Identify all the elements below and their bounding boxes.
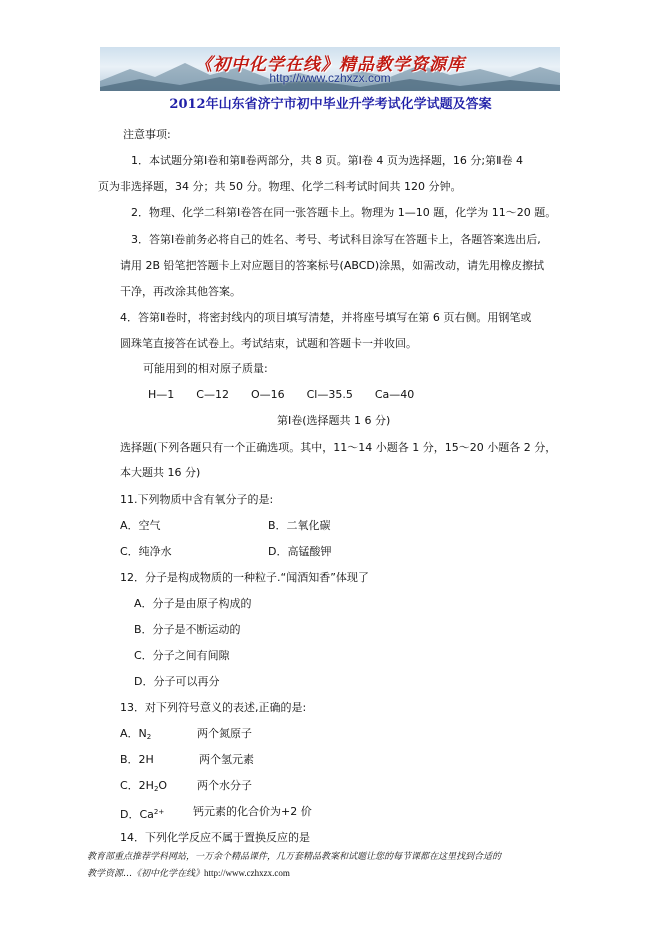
question-12-stem: 12．分子是构成物质的一种粒子.“闻酒知香”体现了 — [120, 571, 369, 584]
note-2: 2．物理、化学二科第Ⅰ卷答在同一张答题卡上。物理为 1—10 题，化学为 11～20 题。 — [131, 206, 557, 219]
question-11-option-a: A．空气 — [120, 519, 161, 532]
document-title: 2012年山东省济宁市初中毕业升学考试化学试题及答案 — [169, 97, 492, 112]
footer-line-1: 教育部重点推荐学科网站，一万余个精品课件，几万套精品教案和试题让您的每节课都在这里找到合适的 — [87, 852, 502, 862]
question-11-stem: 11.下列物质中含有氧分子的是: — [120, 493, 274, 506]
question-13-option-d-desc: 钙元素的化合价为+2 价 — [193, 805, 312, 818]
note-4-line-2: 圆珠笔直接答在试卷上。考试结束，试题和答题卡一并收回。 — [120, 337, 417, 350]
banner-url[interactable]: http://www.czhxzx.com — [269, 71, 391, 85]
option-c-subscript: 2 — [153, 785, 159, 793]
note-3-line-2: 请用 2B 铅笔把答题卡上对应题目的答案标号(ABCD)涂黑，如需改动，请先用橡皮擦拭 — [120, 259, 545, 272]
option-c-after: O — [158, 779, 168, 792]
question-12-option-a: A．分子是由原子构成的 — [134, 597, 252, 610]
note-1-line-1: 1．本试题分第Ⅰ卷和第Ⅱ卷两部分，共 8 页。第Ⅰ卷 4 页为选择题，16 分;第Ⅱ卷 4 — [131, 154, 523, 167]
header-banner — [100, 47, 560, 91]
option-c-label: C．2H — [120, 779, 154, 792]
note-4-line-1: 4．答第Ⅱ卷时，将密封线内的项目填写清楚，并将座号填写在第 6 页右侧。用钢笔或 — [120, 311, 532, 324]
section-title: 第Ⅰ卷(选择题共 1 6 分) — [277, 414, 391, 427]
question-11-option-c: C．纯净水 — [120, 545, 172, 558]
footer-line-2 — [87, 865, 577, 882]
question-12-option-c: C．分子之间有间隙 — [134, 649, 230, 662]
question-12-option-d: D．分子可以再分 — [134, 675, 220, 688]
question-13-option-a-symbol — [120, 727, 151, 744]
question-13-option-b-desc: 两个氢元素 — [199, 753, 254, 766]
banner-title: 《初中化学在线》精品教学资源库 — [195, 55, 465, 75]
section-instructions-line-2: 本大题共 16 分) — [120, 466, 201, 479]
option-d-superscript: 2+ — [153, 808, 165, 816]
page-footer — [87, 849, 577, 882]
option-d-label: D．Ca — [120, 808, 154, 821]
note-1-line-2: 页为非选择题，34 分；共 50 分。物理、化学二科考试时间共 120 分钟。 — [98, 180, 462, 193]
question-13-option-c-symbol — [120, 779, 167, 796]
question-11-option-d: D．高锰酸钾 — [268, 545, 332, 558]
question-13-option-c-desc: 两个水分子 — [197, 779, 252, 792]
footer-url[interactable]: http://www.czhxzx.com — [204, 868, 290, 878]
question-12-option-b: B．分子是不断运动的 — [134, 623, 241, 636]
question-14-stem: 14．下列化学反应不属于置换反应的是 — [120, 831, 310, 844]
notes-heading: 注意事项: — [123, 128, 171, 141]
option-a-label: A．N — [120, 727, 147, 740]
question-13-option-d-symbol — [120, 805, 164, 822]
question-13-option-b-symbol: B．2H — [120, 753, 154, 766]
question-13-option-a-desc: 两个氮原子 — [197, 727, 252, 740]
note-3-line-3: 干净，再改涂其他答案。 — [120, 285, 241, 298]
option-a-subscript: 2 — [146, 733, 152, 741]
atomic-mass-heading: 可能用到的相对原子质量: — [143, 362, 268, 375]
section-instructions-line-1: 选择题(下列各题只有一个正确选项。其中，11～14 小题各 1 分，15～20 小题各 2 分， — [120, 441, 557, 454]
footer-line-2-text: 教学资源…《初中化学在线》 — [87, 869, 205, 879]
note-3-line-1: 3．答第Ⅰ卷前务必将自己的姓名、考号、考试科目涂写在答题卡上，各题答案选出后, — [131, 233, 541, 246]
question-11-option-b: B．二氧化碳 — [268, 519, 331, 532]
question-13-stem: 13．对下列符号意义的表述,正确的是: — [120, 701, 307, 714]
atomic-mass-values: H—1 C—12 O—16 Cl—35.5 Ca—40 — [148, 388, 415, 401]
